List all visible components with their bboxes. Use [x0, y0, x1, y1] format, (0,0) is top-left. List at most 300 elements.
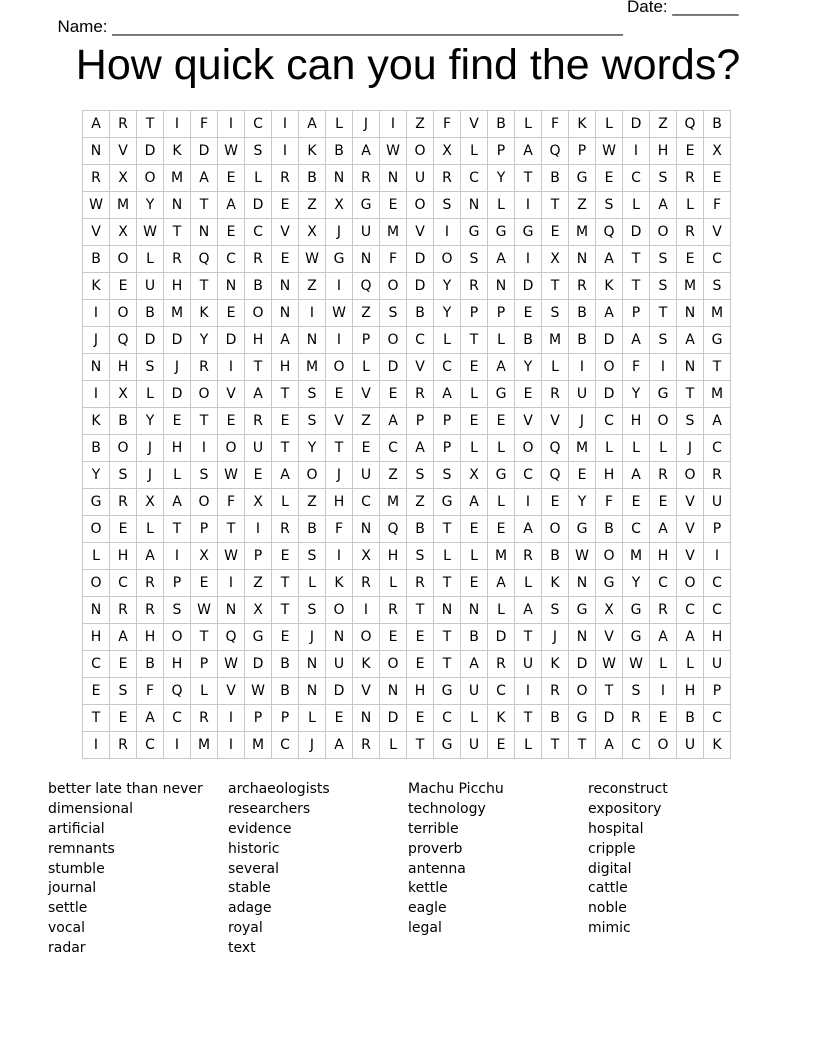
grid-cell[interactable]: T [326, 435, 353, 462]
grid-cell[interactable]: R [164, 246, 191, 273]
grid-cell[interactable]: W [218, 651, 245, 678]
grid-cell[interactable]: S [245, 138, 272, 165]
grid-cell[interactable]: N [569, 624, 596, 651]
grid-cell[interactable]: S [650, 327, 677, 354]
grid-cell[interactable]: A [164, 489, 191, 516]
grid-cell[interactable]: M [569, 435, 596, 462]
grid-cell[interactable]: N [83, 354, 110, 381]
grid-cell[interactable]: A [596, 732, 623, 759]
grid-cell[interactable]: M [704, 300, 731, 327]
grid-cell[interactable]: U [245, 435, 272, 462]
grid-cell[interactable]: E [515, 300, 542, 327]
grid-cell[interactable]: W [596, 138, 623, 165]
grid-cell[interactable]: Y [83, 462, 110, 489]
grid-cell[interactable]: D [569, 651, 596, 678]
grid-cell[interactable]: K [542, 651, 569, 678]
grid-cell[interactable]: V [83, 219, 110, 246]
grid-cell[interactable]: N [299, 678, 326, 705]
grid-cell[interactable]: F [191, 111, 218, 138]
grid-cell[interactable]: T [704, 354, 731, 381]
grid-cell[interactable]: I [326, 543, 353, 570]
grid-cell[interactable]: C [407, 327, 434, 354]
grid-cell[interactable]: A [515, 516, 542, 543]
grid-cell[interactable]: O [650, 408, 677, 435]
grid-cell[interactable]: I [434, 219, 461, 246]
grid-cell[interactable]: V [677, 543, 704, 570]
grid-cell[interactable]: J [542, 624, 569, 651]
grid-cell[interactable]: H [677, 678, 704, 705]
grid-cell[interactable]: T [164, 219, 191, 246]
grid-cell[interactable]: G [515, 219, 542, 246]
grid-cell[interactable]: X [542, 246, 569, 273]
grid-cell[interactable]: L [488, 327, 515, 354]
grid-cell[interactable]: I [245, 516, 272, 543]
grid-cell[interactable]: R [245, 408, 272, 435]
grid-cell[interactable]: Y [515, 354, 542, 381]
grid-cell[interactable]: I [218, 111, 245, 138]
grid-cell[interactable]: E [461, 570, 488, 597]
grid-cell[interactable]: G [353, 192, 380, 219]
grid-cell[interactable]: V [272, 219, 299, 246]
grid-cell[interactable]: Y [434, 273, 461, 300]
grid-cell[interactable]: O [650, 732, 677, 759]
grid-cell[interactable]: E [461, 354, 488, 381]
grid-cell[interactable]: T [434, 624, 461, 651]
grid-cell[interactable]: P [407, 408, 434, 435]
grid-cell[interactable]: S [110, 462, 137, 489]
grid-cell[interactable]: E [218, 219, 245, 246]
grid-cell[interactable]: A [461, 651, 488, 678]
grid-cell[interactable]: C [650, 570, 677, 597]
grid-cell[interactable]: A [596, 300, 623, 327]
grid-cell[interactable]: T [272, 570, 299, 597]
grid-cell[interactable]: A [488, 354, 515, 381]
grid-cell[interactable]: O [434, 246, 461, 273]
grid-cell[interactable]: A [191, 165, 218, 192]
grid-cell[interactable]: Y [623, 381, 650, 408]
grid-cell[interactable]: T [434, 651, 461, 678]
grid-cell[interactable]: T [218, 516, 245, 543]
grid-cell[interactable]: T [542, 273, 569, 300]
grid-cell[interactable]: Z [299, 489, 326, 516]
grid-cell[interactable]: K [83, 408, 110, 435]
grid-cell[interactable]: T [596, 678, 623, 705]
grid-cell[interactable]: E [110, 705, 137, 732]
grid-cell[interactable]: Q [542, 462, 569, 489]
grid-cell[interactable]: G [569, 516, 596, 543]
grid-cell[interactable]: E [488, 516, 515, 543]
grid-cell[interactable]: G [326, 246, 353, 273]
grid-cell[interactable]: E [461, 408, 488, 435]
grid-cell[interactable]: V [218, 678, 245, 705]
grid-cell[interactable]: I [299, 300, 326, 327]
grid-cell[interactable]: R [191, 354, 218, 381]
grid-cell[interactable]: T [542, 732, 569, 759]
grid-cell[interactable]: I [380, 111, 407, 138]
grid-cell[interactable]: G [245, 624, 272, 651]
grid-cell[interactable]: K [542, 570, 569, 597]
grid-cell[interactable]: H [164, 435, 191, 462]
grid-cell[interactable]: D [191, 138, 218, 165]
grid-cell[interactable]: P [353, 327, 380, 354]
grid-cell[interactable]: G [623, 624, 650, 651]
grid-cell[interactable]: A [596, 246, 623, 273]
grid-cell[interactable]: J [569, 408, 596, 435]
grid-cell[interactable]: E [650, 489, 677, 516]
grid-cell[interactable]: M [623, 543, 650, 570]
grid-cell[interactable]: C [245, 219, 272, 246]
grid-cell[interactable]: K [569, 111, 596, 138]
grid-cell[interactable]: H [623, 408, 650, 435]
grid-cell[interactable]: L [164, 462, 191, 489]
grid-cell[interactable]: L [191, 678, 218, 705]
grid-cell[interactable]: U [569, 381, 596, 408]
grid-cell[interactable]: H [326, 489, 353, 516]
grid-cell[interactable]: L [461, 705, 488, 732]
grid-cell[interactable]: I [164, 732, 191, 759]
grid-cell[interactable]: L [137, 381, 164, 408]
grid-cell[interactable]: C [704, 597, 731, 624]
grid-cell[interactable]: T [515, 624, 542, 651]
grid-cell[interactable]: E [218, 165, 245, 192]
grid-cell[interactable]: J [299, 624, 326, 651]
grid-cell[interactable]: F [380, 246, 407, 273]
grid-cell[interactable]: R [650, 462, 677, 489]
grid-cell[interactable]: I [515, 192, 542, 219]
grid-cell[interactable]: X [110, 219, 137, 246]
grid-cell[interactable]: P [245, 705, 272, 732]
grid-cell[interactable]: K [164, 138, 191, 165]
grid-cell[interactable]: T [407, 597, 434, 624]
grid-cell[interactable]: B [407, 516, 434, 543]
grid-cell[interactable]: K [353, 651, 380, 678]
grid-cell[interactable]: Q [218, 624, 245, 651]
grid-cell[interactable]: G [434, 732, 461, 759]
grid-cell[interactable]: L [515, 570, 542, 597]
grid-cell[interactable]: L [245, 165, 272, 192]
grid-cell[interactable]: D [137, 138, 164, 165]
grid-cell[interactable]: T [569, 732, 596, 759]
grid-cell[interactable]: U [407, 165, 434, 192]
grid-cell[interactable]: E [272, 246, 299, 273]
grid-cell[interactable]: R [434, 165, 461, 192]
grid-cell[interactable]: W [299, 246, 326, 273]
grid-cell[interactable]: Y [488, 165, 515, 192]
grid-cell[interactable]: D [164, 327, 191, 354]
grid-cell[interactable]: L [515, 732, 542, 759]
grid-cell[interactable]: N [677, 354, 704, 381]
grid-cell[interactable]: C [596, 408, 623, 435]
grid-cell[interactable]: R [542, 678, 569, 705]
grid-cell[interactable]: E [83, 678, 110, 705]
grid-cell[interactable]: J [164, 354, 191, 381]
grid-cell[interactable]: E [542, 489, 569, 516]
grid-cell[interactable]: H [245, 327, 272, 354]
grid-cell[interactable]: U [461, 678, 488, 705]
grid-cell[interactable]: T [434, 570, 461, 597]
grid-cell[interactable]: U [137, 273, 164, 300]
grid-cell[interactable]: A [407, 435, 434, 462]
grid-cell[interactable]: V [353, 381, 380, 408]
grid-cell[interactable]: L [434, 327, 461, 354]
grid-cell[interactable]: O [407, 192, 434, 219]
grid-cell[interactable]: Q [542, 435, 569, 462]
grid-cell[interactable]: L [623, 192, 650, 219]
grid-cell[interactable]: C [245, 111, 272, 138]
grid-cell[interactable]: N [677, 300, 704, 327]
grid-cell[interactable]: J [83, 327, 110, 354]
grid-cell[interactable]: Z [353, 300, 380, 327]
grid-cell[interactable]: V [677, 516, 704, 543]
grid-cell[interactable]: P [191, 651, 218, 678]
grid-cell[interactable]: H [164, 273, 191, 300]
grid-cell[interactable]: L [461, 435, 488, 462]
grid-cell[interactable]: D [596, 381, 623, 408]
grid-cell[interactable]: B [137, 300, 164, 327]
grid-cell[interactable]: S [650, 246, 677, 273]
grid-cell[interactable]: A [650, 192, 677, 219]
grid-cell[interactable]: S [299, 543, 326, 570]
grid-cell[interactable]: C [461, 165, 488, 192]
grid-cell[interactable]: W [380, 138, 407, 165]
grid-cell[interactable]: O [326, 354, 353, 381]
grid-cell[interactable]: C [83, 651, 110, 678]
grid-cell[interactable]: R [83, 165, 110, 192]
grid-cell[interactable]: Z [407, 111, 434, 138]
grid-cell[interactable]: U [677, 732, 704, 759]
grid-cell[interactable]: T [623, 246, 650, 273]
grid-cell[interactable]: R [569, 273, 596, 300]
grid-cell[interactable]: C [623, 516, 650, 543]
grid-cell[interactable]: P [164, 570, 191, 597]
grid-cell[interactable]: I [218, 705, 245, 732]
grid-cell[interactable]: L [299, 570, 326, 597]
grid-cell[interactable]: W [245, 678, 272, 705]
grid-cell[interactable]: T [677, 381, 704, 408]
grid-cell[interactable]: R [461, 273, 488, 300]
grid-cell[interactable]: O [596, 354, 623, 381]
grid-cell[interactable]: S [461, 246, 488, 273]
grid-cell[interactable]: C [110, 570, 137, 597]
grid-cell[interactable]: B [83, 246, 110, 273]
grid-cell[interactable]: C [623, 732, 650, 759]
grid-cell[interactable]: U [704, 489, 731, 516]
grid-cell[interactable]: G [569, 597, 596, 624]
grid-cell[interactable]: R [488, 651, 515, 678]
grid-cell[interactable]: R [110, 111, 137, 138]
grid-cell[interactable]: R [623, 705, 650, 732]
grid-cell[interactable]: D [515, 273, 542, 300]
grid-cell[interactable]: A [650, 624, 677, 651]
grid-cell[interactable]: L [542, 354, 569, 381]
grid-cell[interactable]: N [218, 273, 245, 300]
grid-cell[interactable]: B [704, 111, 731, 138]
grid-cell[interactable]: E [272, 192, 299, 219]
grid-cell[interactable]: A [353, 138, 380, 165]
grid-cell[interactable]: E [380, 624, 407, 651]
grid-cell[interactable]: H [407, 678, 434, 705]
grid-cell[interactable]: H [272, 354, 299, 381]
grid-cell[interactable]: L [677, 192, 704, 219]
grid-cell[interactable]: N [353, 516, 380, 543]
grid-cell[interactable]: A [272, 327, 299, 354]
grid-cell[interactable]: N [326, 165, 353, 192]
grid-cell[interactable]: M [164, 300, 191, 327]
grid-cell[interactable]: T [191, 192, 218, 219]
grid-cell[interactable]: W [191, 597, 218, 624]
grid-cell[interactable]: Q [191, 246, 218, 273]
grid-cell[interactable]: L [326, 111, 353, 138]
grid-cell[interactable]: E [164, 408, 191, 435]
grid-cell[interactable]: L [596, 111, 623, 138]
grid-cell[interactable]: G [461, 219, 488, 246]
grid-cell[interactable]: F [542, 111, 569, 138]
grid-cell[interactable]: E [272, 543, 299, 570]
grid-cell[interactable]: W [137, 219, 164, 246]
grid-cell[interactable]: Q [110, 327, 137, 354]
grid-cell[interactable]: B [677, 705, 704, 732]
grid-cell[interactable]: R [353, 732, 380, 759]
grid-cell[interactable]: X [434, 138, 461, 165]
grid-cell[interactable]: O [110, 246, 137, 273]
grid-cell[interactable]: E [191, 570, 218, 597]
grid-cell[interactable]: E [272, 624, 299, 651]
grid-cell[interactable]: R [110, 732, 137, 759]
grid-cell[interactable]: P [488, 138, 515, 165]
grid-cell[interactable]: U [515, 651, 542, 678]
grid-cell[interactable]: H [596, 462, 623, 489]
grid-cell[interactable]: T [191, 273, 218, 300]
grid-cell[interactable]: E [110, 651, 137, 678]
grid-cell[interactable]: P [623, 300, 650, 327]
grid-cell[interactable]: K [704, 732, 731, 759]
grid-cell[interactable]: R [245, 246, 272, 273]
grid-cell[interactable]: P [488, 300, 515, 327]
grid-cell[interactable]: K [596, 273, 623, 300]
grid-cell[interactable]: B [515, 327, 542, 354]
grid-cell[interactable]: W [218, 462, 245, 489]
grid-cell[interactable]: Z [299, 192, 326, 219]
grid-cell[interactable]: D [623, 111, 650, 138]
grid-cell[interactable]: J [326, 462, 353, 489]
grid-cell[interactable]: S [596, 192, 623, 219]
grid-cell[interactable]: G [569, 165, 596, 192]
grid-cell[interactable]: K [488, 705, 515, 732]
grid-cell[interactable]: R [407, 381, 434, 408]
grid-cell[interactable]: I [218, 732, 245, 759]
grid-cell[interactable]: Z [380, 462, 407, 489]
grid-cell[interactable]: T [137, 111, 164, 138]
grid-cell[interactable]: O [380, 651, 407, 678]
grid-cell[interactable]: O [83, 570, 110, 597]
grid-cell[interactable]: G [623, 597, 650, 624]
grid-cell[interactable]: D [596, 705, 623, 732]
grid-cell[interactable]: M [542, 327, 569, 354]
grid-cell[interactable]: F [623, 354, 650, 381]
grid-cell[interactable]: B [299, 516, 326, 543]
grid-cell[interactable]: B [569, 300, 596, 327]
grid-cell[interactable]: X [110, 165, 137, 192]
grid-cell[interactable]: O [380, 327, 407, 354]
grid-cell[interactable]: C [677, 597, 704, 624]
grid-cell[interactable]: D [380, 354, 407, 381]
grid-cell[interactable]: E [569, 462, 596, 489]
grid-cell[interactable]: P [434, 435, 461, 462]
grid-cell[interactable]: N [218, 597, 245, 624]
grid-cell[interactable]: L [488, 435, 515, 462]
grid-cell[interactable]: Z [299, 273, 326, 300]
grid-cell[interactable]: I [704, 543, 731, 570]
grid-cell[interactable]: L [461, 543, 488, 570]
grid-cell[interactable]: G [434, 678, 461, 705]
grid-cell[interactable]: E [461, 516, 488, 543]
grid-cell[interactable]: H [83, 624, 110, 651]
grid-cell[interactable]: O [83, 516, 110, 543]
grid-cell[interactable]: S [704, 273, 731, 300]
grid-cell[interactable]: E [218, 408, 245, 435]
grid-cell[interactable]: G [488, 219, 515, 246]
grid-cell[interactable]: S [299, 408, 326, 435]
grid-cell[interactable]: D [218, 327, 245, 354]
grid-cell[interactable]: V [218, 381, 245, 408]
grid-cell[interactable]: T [272, 381, 299, 408]
grid-cell[interactable]: F [326, 516, 353, 543]
grid-cell[interactable]: E [650, 705, 677, 732]
grid-cell[interactable]: S [380, 300, 407, 327]
grid-cell[interactable]: H [650, 543, 677, 570]
grid-cell[interactable]: W [596, 651, 623, 678]
grid-cell[interactable]: C [137, 732, 164, 759]
grid-cell[interactable]: H [704, 624, 731, 651]
grid-cell[interactable]: N [353, 246, 380, 273]
grid-cell[interactable]: T [623, 273, 650, 300]
grid-cell[interactable]: X [704, 138, 731, 165]
grid-cell[interactable]: S [542, 300, 569, 327]
grid-cell[interactable]: Q [677, 111, 704, 138]
grid-cell[interactable]: L [380, 732, 407, 759]
grid-cell[interactable]: Z [569, 192, 596, 219]
grid-cell[interactable]: R [272, 516, 299, 543]
grid-cell[interactable]: G [83, 489, 110, 516]
grid-cell[interactable]: T [407, 732, 434, 759]
grid-cell[interactable]: I [272, 138, 299, 165]
grid-cell[interactable]: D [488, 624, 515, 651]
grid-cell[interactable]: N [488, 273, 515, 300]
grid-cell[interactable]: M [164, 165, 191, 192]
grid-cell[interactable]: S [191, 462, 218, 489]
grid-cell[interactable]: E [542, 219, 569, 246]
grid-cell[interactable]: O [407, 138, 434, 165]
grid-cell[interactable]: B [461, 624, 488, 651]
grid-cell[interactable]: S [542, 597, 569, 624]
grid-cell[interactable]: U [353, 462, 380, 489]
grid-cell[interactable]: D [407, 246, 434, 273]
grid-cell[interactable]: C [164, 705, 191, 732]
grid-cell[interactable]: E [272, 408, 299, 435]
grid-cell[interactable]: J [299, 732, 326, 759]
grid-cell[interactable]: R [110, 597, 137, 624]
grid-cell[interactable]: E [677, 246, 704, 273]
grid-cell[interactable]: D [380, 705, 407, 732]
grid-cell[interactable]: A [380, 408, 407, 435]
grid-cell[interactable]: G [434, 489, 461, 516]
grid-cell[interactable]: P [704, 678, 731, 705]
grid-cell[interactable]: C [272, 732, 299, 759]
grid-cell[interactable]: N [326, 624, 353, 651]
grid-cell[interactable]: E [596, 165, 623, 192]
grid-cell[interactable]: X [191, 543, 218, 570]
grid-cell[interactable]: P [272, 705, 299, 732]
